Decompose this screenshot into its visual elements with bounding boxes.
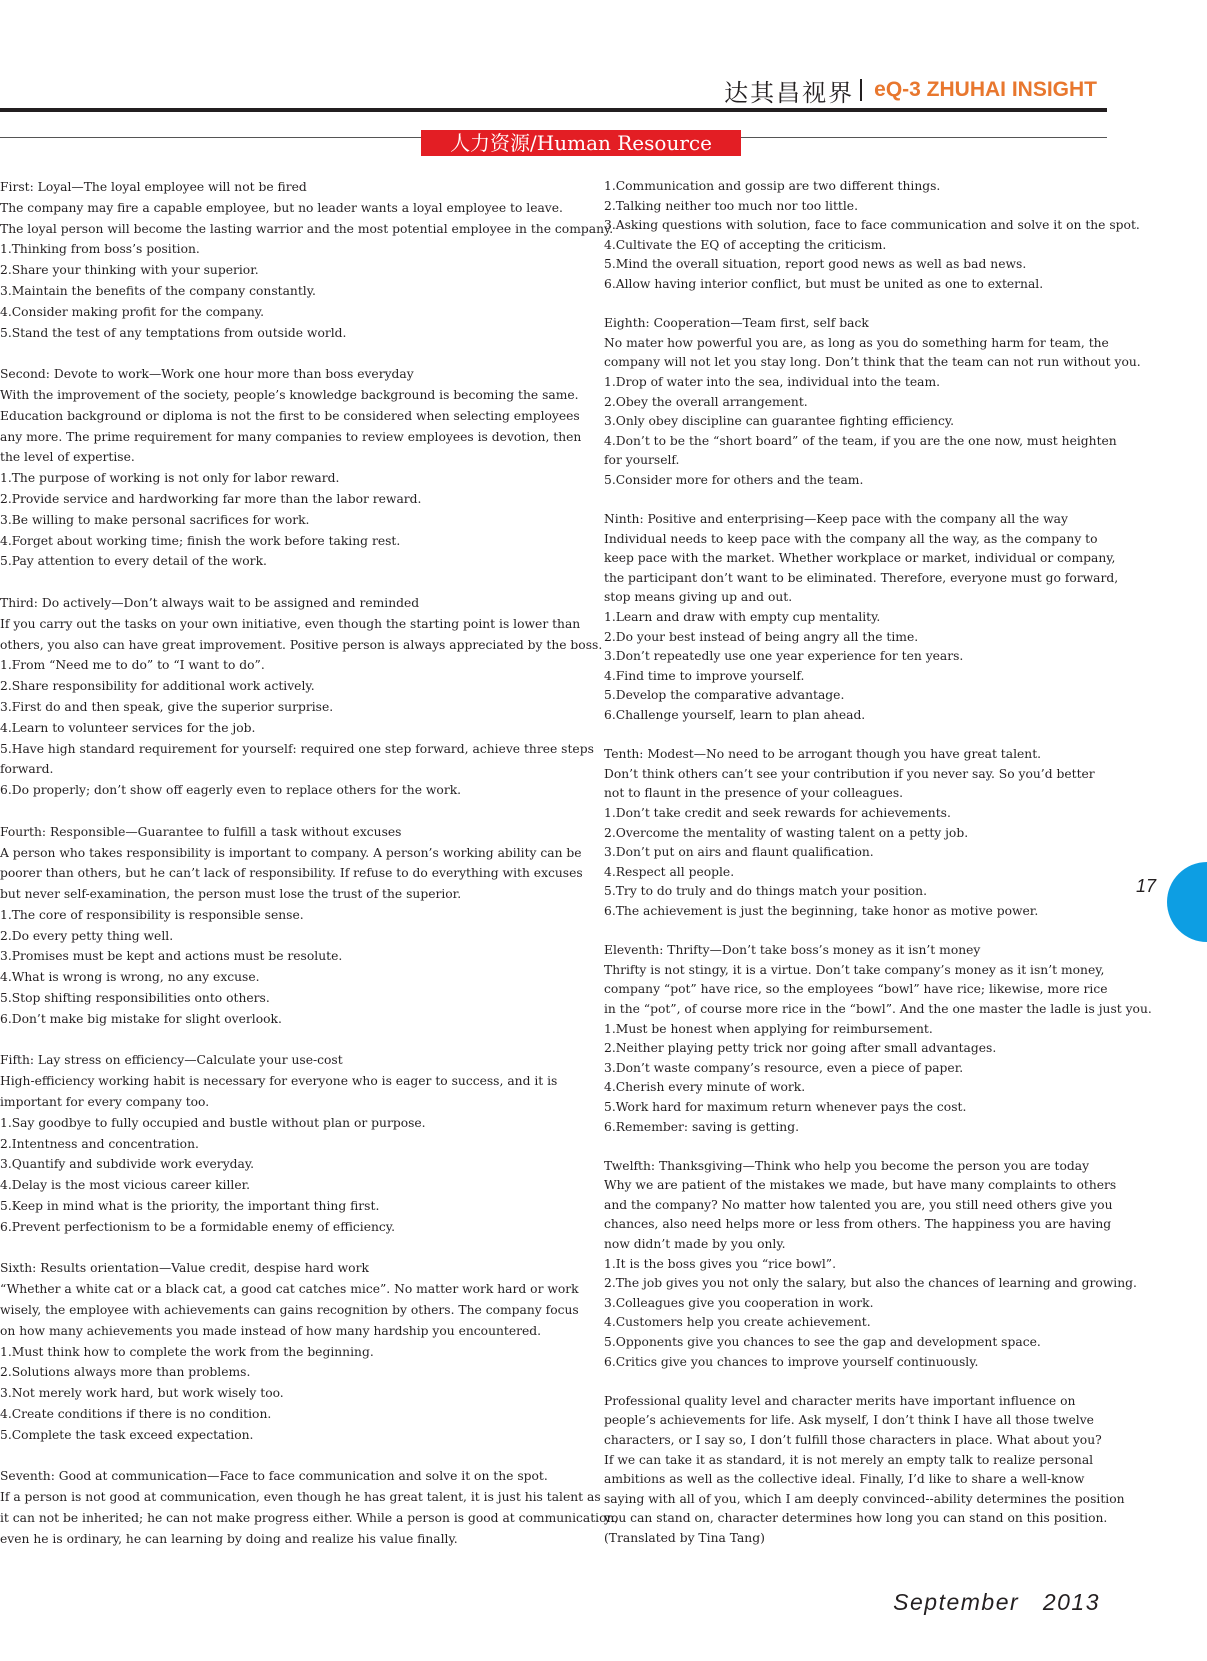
- section-line: 1.Must be honest when applying for reimbursement.: [604, 1021, 933, 1036]
- section-line: 4.Forget about working time; finish the work before taking rest.: [0, 533, 401, 548]
- section-line: 2.Do your best instead of being angry all the time.: [604, 629, 919, 644]
- section-line: 4.What is wrong is wrong, no any excuse.: [0, 970, 260, 985]
- section-line: 1.From “Need me to do” to “I want to do”.: [0, 658, 265, 673]
- text-section: [604, 941, 1152, 1137]
- section-line: people’s achievements for life. Ask myself, I don’t think I have all those twelve: [604, 1413, 1094, 1428]
- section-line: 2.Share responsibility for additional work actively.: [0, 679, 315, 694]
- section-line-first: Professional quality level and character merits have important influence on: [604, 1393, 1076, 1408]
- section-line: 2.The job gives you not only the salary, but also the chances of learning and growing.: [604, 1276, 1137, 1291]
- section-line-first: Seventh: Good at communication—Face to face communication and solve it on the spot.: [0, 1469, 548, 1484]
- section-line: 2.Solutions always more than problems.: [0, 1365, 251, 1380]
- section-line: 5.Try to do truly and do things match your position.: [604, 884, 927, 899]
- section-line: 2.Obey the overall arrangement.: [604, 394, 808, 409]
- section-line: 6.Challenge yourself, learn to plan ahead.: [604, 708, 866, 723]
- section-line: High-efficiency working habit is necessary for everyone who is eager to success, and it is: [0, 1074, 558, 1089]
- section-line: The company may fire a capable employee, but no leader wants a loyal employee to leave.: [0, 200, 563, 215]
- section-line: the participant don’t want to be eliminated. Therefore, everyone must go forward,: [604, 570, 1119, 585]
- section-line: 4.Learn to volunteer services for the job.: [0, 720, 256, 735]
- text-section: [604, 745, 1106, 921]
- section-line: you can stand on, character determines how long you can stand on this position.: [604, 1511, 1108, 1526]
- section-line-first: Ninth: Positive and enterprising—Keep pace with the company all the way: [604, 512, 1068, 527]
- section-line: 4.Create conditions if there is no condition.: [0, 1407, 272, 1422]
- section-line: 6.Do properly; don’t show off eagerly even to replace others for the work.: [0, 783, 462, 798]
- section-line: and the company? No matter how talented you are, you still need others give you: [604, 1197, 1113, 1212]
- section-line: 5.Opponents give you chances to see the gap and development space.: [604, 1335, 1041, 1350]
- section-line: not to flaunt in the presence of your colleagues.: [604, 786, 904, 801]
- section-line: No mater how powerful you are, as long as you do something harm for team, the: [604, 335, 1109, 350]
- text-section: [604, 314, 1141, 490]
- section-line: With the improvement of the society, people’s knowledge background is becoming the same.: [0, 387, 579, 402]
- section-line: even he is ordinary, he can learning by doing and realize his value finally.: [0, 1531, 458, 1546]
- section-line: poorer than others, but he can’t lack of responsibility. If refuse to do everything with excuses: [0, 866, 583, 881]
- section-line: 3.Be willing to make personal sacrifices for work.: [0, 512, 310, 527]
- section-line: 5.Have high standard requirement for yourself: required one step forward, achieve three steps: [0, 741, 594, 756]
- section-line: Education background or diploma is not the first to be considered when selecting employees: [0, 408, 580, 423]
- text-section: [604, 510, 1119, 726]
- section-line: the level of expertise.: [0, 450, 135, 465]
- section-line: 4.Don’t to be the “short board” of the team, if you are the one now, must heighten: [604, 433, 1117, 448]
- header-separator: [860, 79, 862, 101]
- section-line: 3.Asking questions with solution, face to face communication and solve it on the spot.: [604, 218, 1140, 233]
- section-line: in the “pot”, of course more rice in the “bowl”. And the one master the ladle is just you.: [604, 1001, 1152, 1016]
- section-line: 3.Don’t waste company’s resource, even a piece of paper.: [604, 1060, 964, 1075]
- section-line: The loyal person will become the lasting warrior and the most potential employee in the company.: [0, 221, 614, 236]
- section-line-first: Eleventh: Thrifty—Don’t take boss’s money as it isn’t money: [604, 943, 981, 958]
- section-line-first: Twelfth: Thanksgiving—Think who help you become the person you are today: [604, 1158, 1090, 1173]
- section-line: 4.Consider making profit for the company.: [0, 304, 265, 319]
- section-line: 6.Allow having interior conflict, but must be united as one to external.: [604, 276, 1044, 291]
- section-line: 6.Prevent perfectionism to be a formidable enemy of efficiency.: [0, 1219, 396, 1234]
- section-line: If you carry out the tasks on your own initiative, even though the starting point is lower than: [0, 616, 581, 631]
- section-line-first: Fifth: Lay stress on efficiency—Calculate your use-cost: [0, 1053, 343, 1068]
- page-tab-marker: [1167, 862, 1207, 942]
- section-line: Individual needs to keep pace with the company all the way, as the company to: [604, 531, 1098, 546]
- section-line: 6.Don’t make big mistake for slight overlook.: [0, 1011, 282, 1026]
- section-line: for yourself.: [604, 453, 680, 468]
- section-line: chances, also need helps more or less from others. The happiness you are having: [604, 1217, 1112, 1232]
- text-section: [0, 1050, 580, 1237]
- header-rule: [0, 108, 1107, 112]
- section-line: 3.Not merely work hard, but work wisely too.: [0, 1386, 284, 1401]
- section-line: company “pot” have rice, so the employees “bowl” have rice; likewise, more rice: [604, 982, 1108, 997]
- section-line: 3.Maintain the benefits of the company constantly.: [0, 283, 316, 298]
- section-line: keep pace with the market. Whether workplace or market, individual or company,: [604, 551, 1116, 566]
- section-line: 2.Share your thinking with your superior.: [0, 263, 259, 278]
- section-line: Thrifty is not stingy, it is a virtue. Don’t take company’s money as it isn’t money,: [604, 962, 1105, 977]
- section-line: on how many achievements you made instead of how many hardship you encountered.: [0, 1323, 542, 1338]
- section-line: others, you also can have great improvement. Positive person is always appreciated by the boss.: [0, 637, 603, 652]
- text-section: [604, 1157, 1137, 1373]
- section-line: (Translated by Tina Tang): [604, 1530, 765, 1545]
- text-section: [0, 177, 614, 343]
- section-line: 4.Find time to improve yourself.: [604, 668, 805, 683]
- section-line-first: Third: Do actively—Don’t always wait to be assigned and reminded: [0, 595, 420, 610]
- text-section: [0, 822, 583, 1030]
- section-line: 3.Don’t repeatedly use one year experience for ten years.: [604, 649, 964, 664]
- section-line: 1.The core of responsibility is responsible sense.: [0, 907, 304, 922]
- section-line: forward.: [0, 762, 54, 777]
- header-english-title: eQ-3 ZHUHAI INSIGHT: [874, 78, 1097, 101]
- section-line: 5.Stand the test of any temptations from outside world.: [0, 325, 347, 340]
- section-line: 2.Overcome the mentality of wasting talent on a petty job.: [604, 825, 969, 840]
- section-banner: 人力资源/Human Resource: [421, 130, 741, 156]
- section-line: it can not be inherited; he can not make progress either. While a person is good at communication,: [0, 1511, 619, 1525]
- section-line: 5.Keep in mind what is the priority, the important thing first.: [0, 1199, 380, 1214]
- text-section: [0, 1258, 580, 1445]
- page-number: 17: [1136, 876, 1157, 896]
- left-text-column: [0, 177, 619, 1570]
- section-line: 1.Must think how to complete the work from the beginning.: [0, 1344, 374, 1359]
- header-chinese-title: 达其昌视界: [724, 78, 855, 107]
- section-line: Don’t think others can’t see your contribution if you never say. So you’d better: [604, 766, 1095, 781]
- section-line: 3.Colleagues give you cooperation in work.: [604, 1295, 874, 1310]
- section-line: 3.Promises must be kept and actions must be resolute.: [0, 949, 343, 964]
- magazine-header: [724, 72, 1097, 108]
- section-line: 6.The achievement is just the beginning, take honor as motive power.: [604, 903, 1039, 918]
- section-line: “Whether a white cat or a black cat, a good cat catches mice”. No matter work hard or work: [0, 1282, 579, 1297]
- section-line: 5.Mind the overall situation, report good news as well as bad news.: [604, 257, 1027, 272]
- section-line-first: 1.Communication and gossip are two different things.: [604, 179, 941, 193]
- section-line-first: Second: Devote to work—Work one hour more than boss everyday: [0, 367, 414, 382]
- section-line: company will not let you stay long. Don’t think that the team can not run without you.: [604, 355, 1141, 370]
- text-section: [604, 1392, 1125, 1549]
- text-section: [0, 593, 603, 801]
- section-line: stop means giving up and out.: [604, 590, 793, 605]
- section-line: 1.The purpose of working is not only for labor reward.: [0, 471, 340, 486]
- section-line: 4.Cherish every minute of work.: [604, 1080, 806, 1095]
- section-line: now didn’t made by you only.: [604, 1237, 786, 1252]
- section-line: ambitions as well as the collective ideal. Finally, I’d like to share a well-know: [604, 1472, 1085, 1487]
- section-line-first: Eighth: Cooperation—Team first, self back: [604, 316, 869, 331]
- section-line: characters, or I say so, I don’t fulfill those characters in place. What about you?: [604, 1433, 1102, 1447]
- section-line: Why we are patient of the mistakes we made, but have many complaints to others: [604, 1178, 1117, 1193]
- section-line: 5.Complete the task exceed expectation.: [0, 1427, 254, 1442]
- section-line: 4.Delay is the most vicious career killer.: [0, 1178, 251, 1193]
- section-line: 5.Consider more for others and the team.: [604, 472, 864, 487]
- section-line: 5.Work hard for maximum return whenever pays the cost.: [604, 1099, 967, 1114]
- section-line: 4.Cultivate the EQ of accepting the criticism.: [604, 237, 887, 252]
- section-line: but never self-examination, the person must lose the trust of the superior.: [0, 887, 462, 902]
- section-line: 6.Critics give you chances to improve yourself continuously.: [604, 1354, 979, 1369]
- section-line: saying with all of you, which I am deeply convinced--ability determines the position: [604, 1491, 1125, 1506]
- section-line: important for every company too.: [0, 1095, 210, 1110]
- section-line: 2.Talking neither too much nor too little.: [604, 198, 858, 213]
- section-line: 3.First do and then speak, give the superior surprise.: [0, 699, 334, 714]
- section-line: 3.Quantify and subdivide work everyday.: [0, 1157, 255, 1172]
- section-line: 6.Remember: saving is getting.: [604, 1119, 799, 1134]
- section-line-first: Sixth: Results orientation—Value credit, despise hard work: [0, 1261, 369, 1276]
- section-line: 1.Don’t take credit and seek rewards for achievements.: [604, 806, 951, 820]
- section-line: 1.Say goodbye to fully occupied and bustle without plan or purpose.: [0, 1115, 426, 1130]
- footer-date: September 2013: [893, 1589, 1100, 1615]
- section-line: If we can take it as standard, it is not merely an empty talk to realize personal: [604, 1452, 1094, 1467]
- text-section: [604, 177, 1140, 295]
- section-line: any more. The prime requirement for many companies to review employees is devotion, then: [0, 429, 582, 444]
- section-line: 1.Drop of water into the sea, individual into the team.: [604, 374, 941, 389]
- section-line: 2.Intentness and concentration.: [0, 1136, 199, 1151]
- section-line: 5.Stop shifting responsibilities onto others.: [0, 991, 270, 1006]
- section-line: 1.It is the boss gives you “rice bowl”.: [604, 1256, 836, 1271]
- section-line: 1.Thinking from boss’s position.: [0, 242, 200, 257]
- section-line: 2.Neither playing petty trick nor going after small advantages.: [604, 1041, 997, 1056]
- section-line-first: Fourth: Responsible—Guarantee to fulfill a task without excuses: [0, 824, 402, 839]
- section-line: 2.Provide service and hardworking far more than the labor reward.: [0, 491, 422, 506]
- section-line: A person who takes responsibility is important to company. A person’s working ability can be: [0, 845, 582, 860]
- section-line: If a person is not good at communication, even though he has great talent, it is just his talent as: [0, 1490, 601, 1505]
- text-section: [0, 364, 580, 572]
- section-line: 5.Develop the comparative advantage.: [604, 688, 845, 703]
- section-line: 4.Respect all people.: [604, 864, 735, 879]
- section-line: 3.Only obey discipline can guarantee fighting efficiency.: [604, 414, 955, 429]
- section-line-first: First: Loyal—The loyal employee will not be fired: [0, 180, 307, 194]
- section-line: 5.Pay attention to every detail of the work.: [0, 554, 267, 569]
- section-line: 3.Don’t put on airs and flaunt qualification.: [604, 845, 874, 860]
- text-section: [0, 1466, 619, 1549]
- section-line: 2.Do every petty thing well.: [0, 928, 174, 943]
- section-line: wisely, the employee with achievements can gains recognition by others. The company focus: [0, 1303, 579, 1318]
- section-line-first: Tenth: Modest—No need to be arrogant though you have great talent.: [604, 747, 1042, 762]
- section-line: 4.Customers help you create achievement.: [604, 1315, 871, 1330]
- section-line: 1.Learn and draw with empty cup mentality.: [604, 610, 881, 625]
